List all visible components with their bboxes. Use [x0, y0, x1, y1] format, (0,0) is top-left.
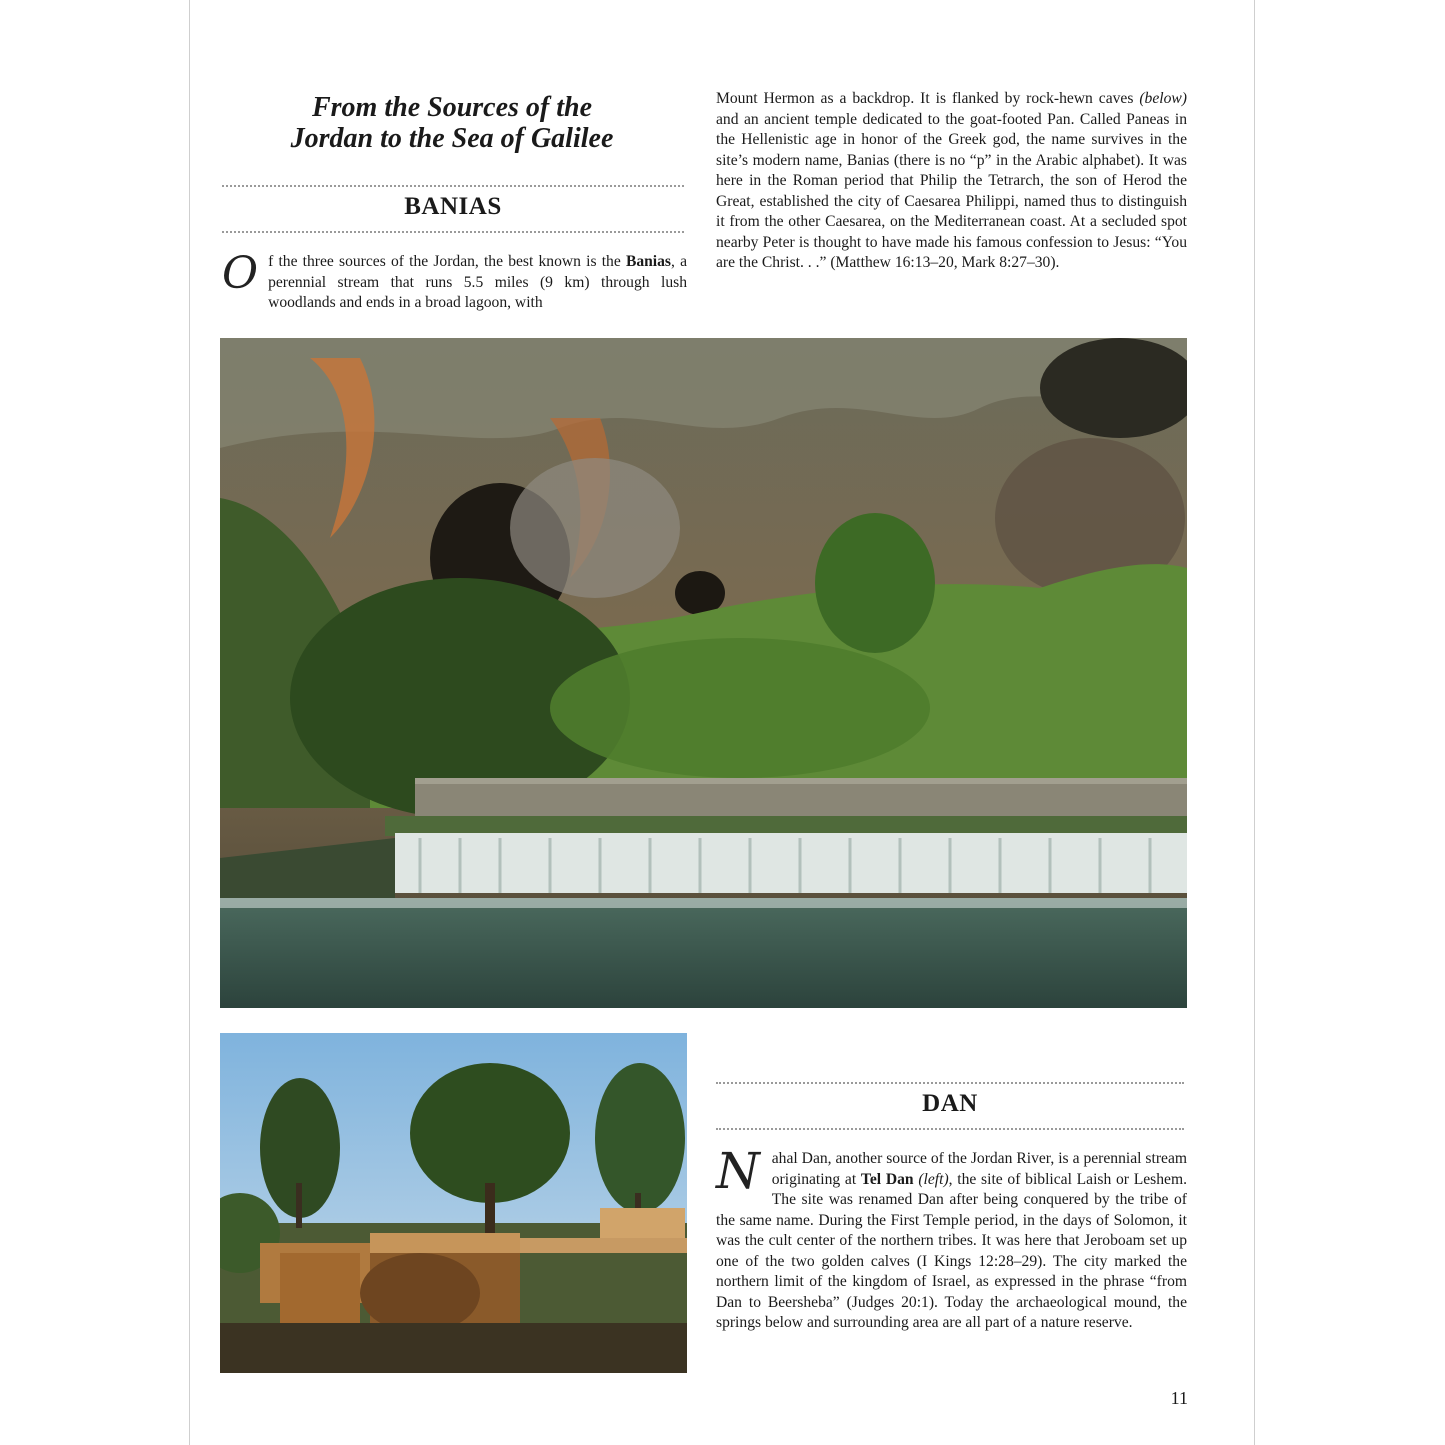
title-line-1: From the Sources of the: [311, 92, 593, 123]
page-number: 11: [1170, 1388, 1188, 1408]
tel-dan-photo: [220, 1033, 687, 1373]
dotted-rule-bottom: [222, 231, 684, 233]
banias-text-1: f the three sources of the Jordan, the best known is the: [268, 253, 621, 270]
dotted-rule-top: [716, 1082, 1184, 1084]
dan-paragraph: [716, 1142, 1187, 1334]
dan-bold-name: Tel Dan: [860, 1170, 914, 1188]
dan-text-2: , the site of biblical Laish or Leshem. The site was renamed Dan after being conquered by the tribe of the same name. During the First Temple period, in the days of Solomon, it was the cult center of the northern tribes. It was here that Jeroboam set up one of the two golden calves (I Kings 12:28–29). The city marked the northern limit of the kingdom of Israel, as expressed in the phrase “from Dan to Beersheba” (Judges 20:1). Today the archaeological mound, the springs below and surrounding area are all part of a nature reserve.: [716, 1170, 1187, 1331]
dan-italic-ref: (left): [918, 1170, 949, 1188]
page-edge-left: [189, 0, 190, 1445]
banias-bold-name: Banias: [625, 253, 672, 270]
title-line-2: Jordan to the Sea of Galilee: [290, 123, 614, 154]
banias-text-2: , a perennial stream that runs 5.5 miles (9 km) through lush woodlands and ends in a broad lagoon, with: [268, 253, 688, 311]
banias-paragraph-continued: [716, 89, 1187, 274]
dotted-rule-top: [222, 185, 684, 187]
banias-text-3: Mount Hermon as a backdrop. It is flanked by rock-hewn caves: [716, 90, 1134, 107]
drop-cap-o: O: [222, 248, 259, 299]
dan-text-1: ahal Dan, another source of the Jordan River, is a perennial stream originating at: [771, 1150, 1187, 1188]
banias-italic-ref: (below): [1139, 90, 1187, 107]
banias-text-4: and an ancient temple dedicated to the goat-footed Pan. Called Paneas in the Hellenistic age in honor of the Greek god, the name survives in the site’s modern name, Banias (there is no “p” in the Arabic alphabet). It was here in the Roman period that Philip the Tetrarch, the son of Herod the Great, established the city of Caesarea Philippi, named thus to distinguish it from the other Caesarea, on the Mediterranean coast. At a secluded spot nearby Peter is thought to have made his famous confession to Jesus: “You are the Christ. . .” (Matthew 16:13–20, Mark 8:27–30).: [716, 110, 1187, 271]
banias-heading: BANIAS: [404, 193, 502, 220]
dotted-rule-bottom: [716, 1128, 1184, 1130]
page-edge-right: [1254, 0, 1255, 1445]
drop-cap-n: N: [716, 1142, 760, 1200]
banias-photo: [220, 338, 1187, 1008]
banias-paragraph: [222, 248, 688, 314]
page-title: [222, 92, 682, 154]
dan-heading: DAN: [922, 1090, 978, 1117]
